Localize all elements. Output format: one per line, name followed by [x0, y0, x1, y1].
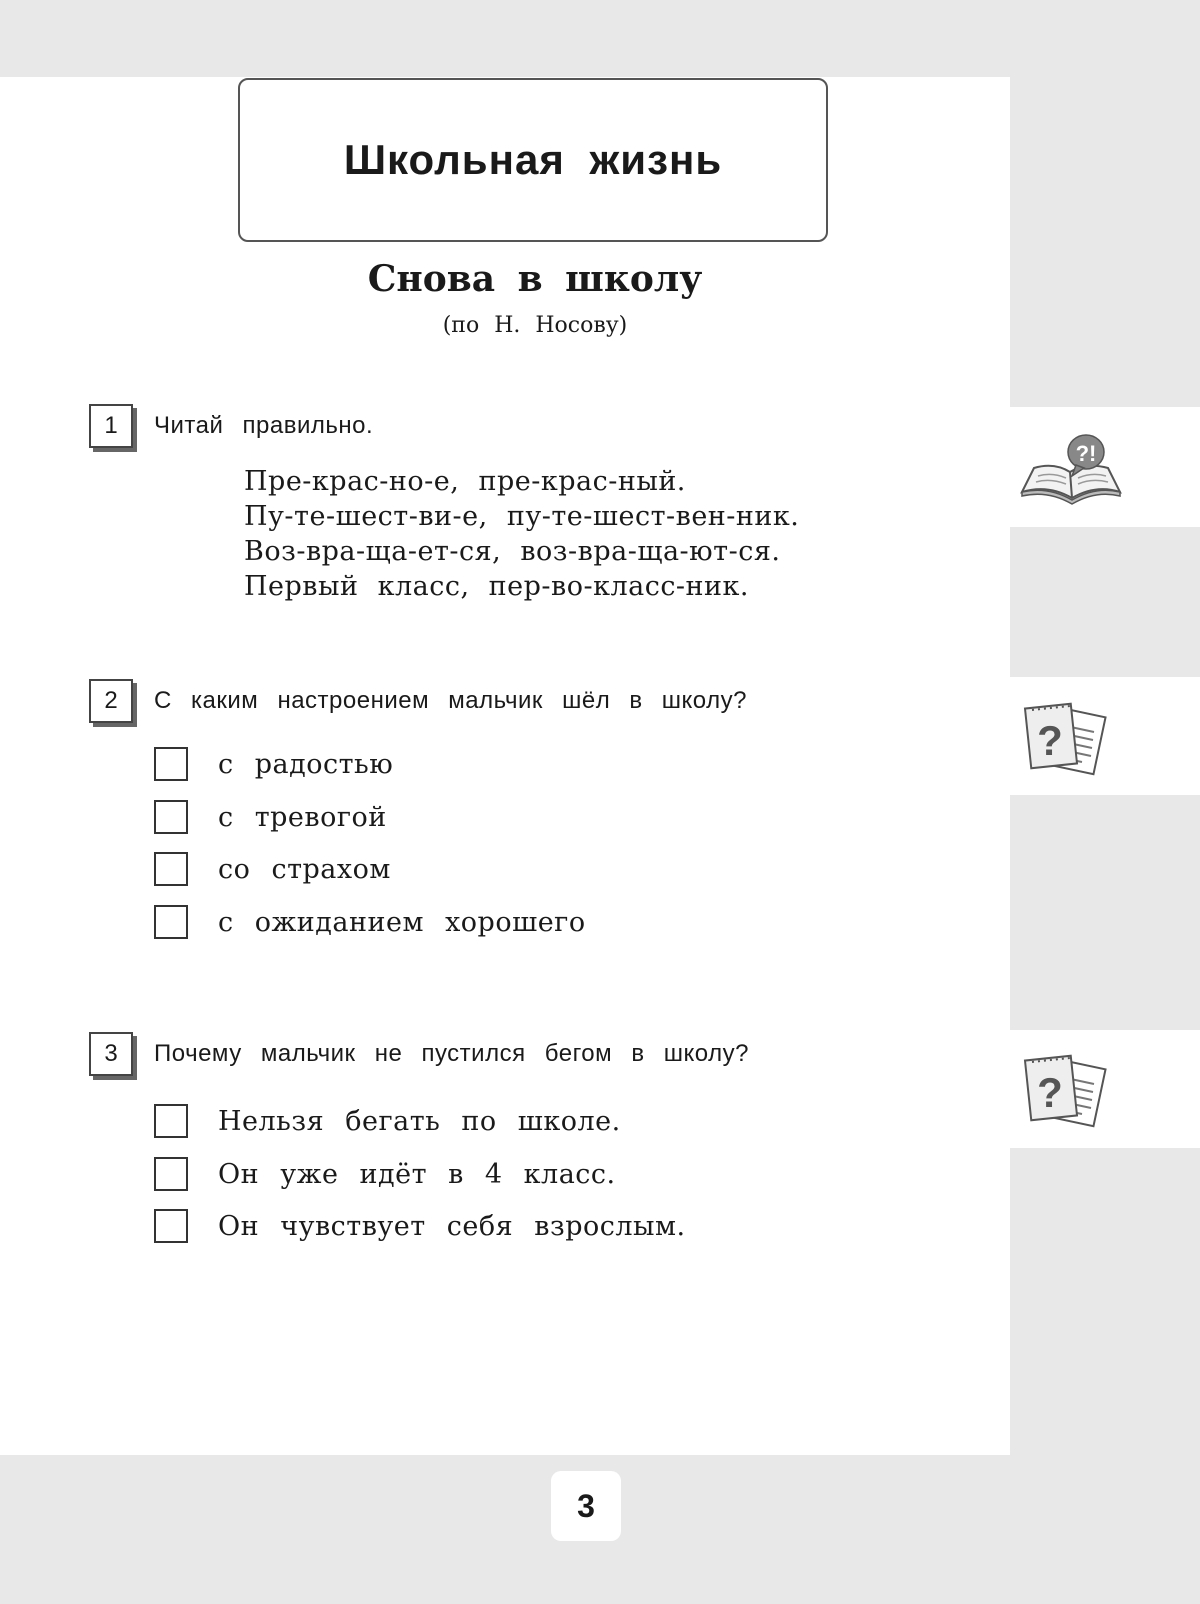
answer-label: Он чувствует себя взрослым. — [218, 1210, 686, 1242]
story-title: Снова в школу — [367, 258, 703, 300]
story-author: (по Н. Носову) — [442, 313, 628, 338]
answer-checkbox[interactable] — [154, 1157, 188, 1191]
open-book-question-icon — [1018, 432, 1124, 508]
page-number: 3 — [551, 1471, 621, 1541]
section-title-box — [238, 78, 828, 242]
answer-checkbox[interactable] — [154, 800, 188, 834]
answer-option[interactable] — [154, 905, 586, 939]
svg-text:?!: ?! — [1075, 441, 1097, 466]
reading-line: Первый класс, пер-во-класс-ник. — [244, 571, 750, 602]
answer-label: Нельзя бегать по школе. — [218, 1105, 621, 1137]
answer-option[interactable] — [154, 1209, 686, 1243]
answer-checkbox[interactable] — [154, 905, 188, 939]
answer-label: с тревогой — [218, 801, 387, 833]
answer-checkbox[interactable] — [154, 1209, 188, 1243]
task-question-3: Почему мальчик не пустился бегом в школу? — [154, 1040, 749, 1067]
answer-checkbox[interactable] — [154, 852, 188, 886]
answer-option[interactable] — [154, 852, 391, 886]
task-number-1: 1 — [89, 404, 133, 448]
answer-label: со страхом — [218, 853, 391, 885]
answer-option[interactable] — [154, 747, 393, 781]
task-question-1: Читай правильно. — [154, 412, 374, 439]
answer-label: с радостью — [218, 748, 394, 780]
reading-lines — [244, 464, 799, 604]
task-question-2: С каким настроением мальчик шёл в школу? — [154, 687, 747, 714]
answer-option[interactable] — [154, 1104, 621, 1138]
section-title: Школьная жизнь — [343, 136, 723, 183]
answer-option[interactable] — [154, 1157, 616, 1191]
reading-line: Воз-вра-ща-ет-ся, воз-вра-ща-ют-ся. — [244, 536, 781, 567]
answer-label: Он уже идёт в 4 класс. — [218, 1158, 616, 1190]
task-number-2: 2 — [89, 679, 133, 723]
task-number-3: 3 — [89, 1032, 133, 1076]
answer-checkbox[interactable] — [154, 747, 188, 781]
reading-line: Пу-те-шест-ви-е, пу-те-шест-вен-ник. — [244, 501, 800, 532]
answer-checkbox[interactable] — [154, 1104, 188, 1138]
answer-option[interactable] — [154, 800, 387, 834]
reading-line: Пре-крас-но-е, пре-крас-ный. — [244, 466, 686, 497]
svg-text:?: ? — [1037, 717, 1063, 764]
svg-text:?: ? — [1037, 1069, 1063, 1116]
question-sheets-icon — [1022, 1052, 1114, 1128]
answer-label: с ожиданием хорошего — [218, 906, 586, 938]
question-sheets-icon — [1022, 700, 1114, 776]
